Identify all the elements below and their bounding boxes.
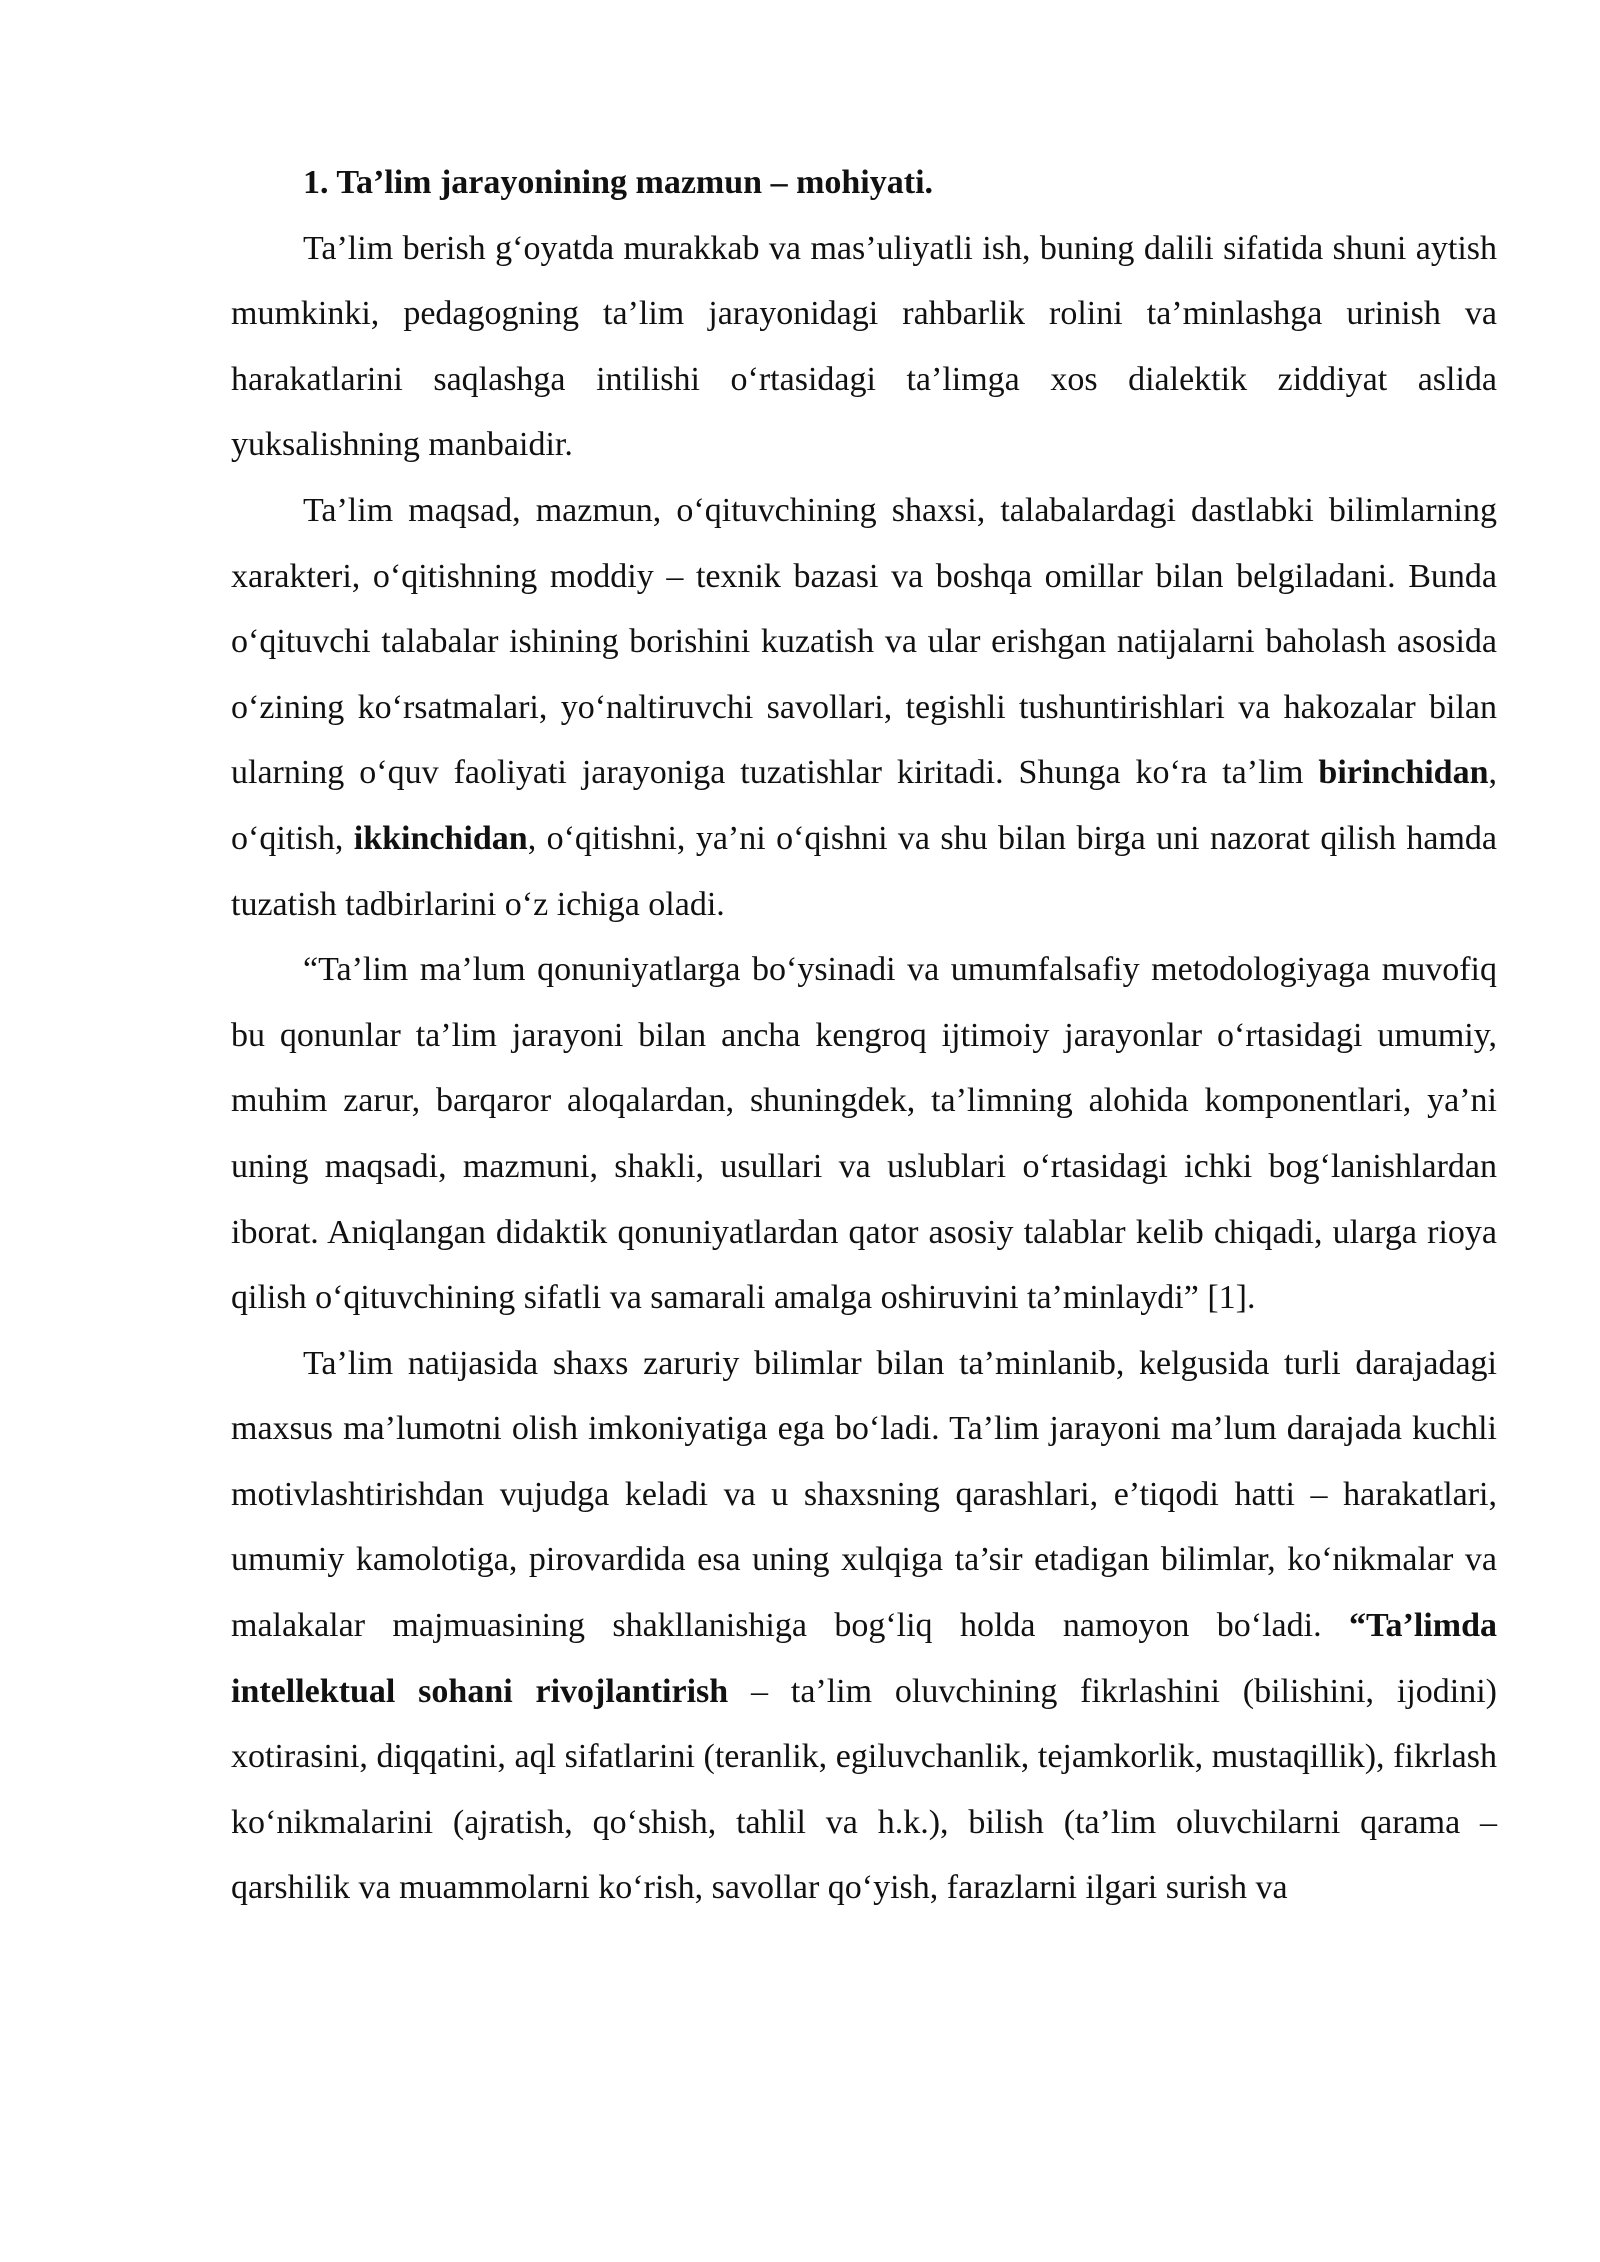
paragraph-2-text-2: , o‘qitish, [231,754,1497,857]
paragraph-2-text-3: , o‘qitishni, ya’ni o‘qishni va shu bilan birga uni nazorat qilish hamda tuzatish tadbirlarini o‘z ichiga oladi. [231,819,1497,923]
paragraph-4-bold-1: “Ta’limda intellektual sohani rivojlantirish [231,1607,1497,1710]
paragraph-2-bold-1: birinchidan [1318,754,1489,792]
section-heading: 1. Ta’lim jarayonining mazmun – mohiyati. [303,164,934,201]
paragraph-4-text-1: Ta’lim natijasida shaxs zaruriy bilimlar bilan ta’minlanib, kelgusida turli darajadagi maxsus ma’lumotni olish imkoniyatiga ega bo‘ladi. Ta’lim jarayoni ma’lum darajada kuchli motivlashtirishdan vujudga keladi va u shaxsning qarashlari, e’tiqodi hatti – harakatlari, umumiy kamolotiga, pirovardida esa uning xulqiga ta’sir etadigan bilimlar, ko‘nikmalar va malakalar majmuasining shakllanishiga bog‘liq holda namoyon bo‘ladi. [231,1344,1497,1645]
paragraph-4-text-2: – ta’lim oluvchining fikrlashini (bilishini, ijodini) xotirasini, diqqatini, aql sifatlarini (teranlik, egiluvchanlik, tejamkorlik, mustaqillik), fikrlash ko‘nikmalarini (ajratish, qo‘shish, tahlil va h.k.), bilish (ta’lim oluvchilarni qarama – qarshilik va muammolarni ko‘rish, savollar qo‘yish, farazlarni ilgari surish va [231,1672,1497,1907]
paragraph-2-bold-2: ikkinchidan [353,819,528,857]
paragraph-4 [231,1331,1497,1921]
paragraph-2-text-1: Ta’lim maqsad, mazmun, o‘qituvchining shaxsi, talabalardagi dastlabki bilimlarning xarakteri, o‘qitishning moddiy – texnik bazasi va boshqa omillar bilan belgiladani. Bunda o‘qituvchi talabalar ishining borishini kuzatish va ular erishgan natijalarni baholash asosida o‘zining ko‘rsatmalari, yo‘naltiruvchi savollari, tegishli tushuntirishlari va hakozalar bilan ularning o‘quv faoliyati jarayoniga tuzatishlar kiritadi. Shunga ko‘ra ta’lim [231,491,1497,792]
paragraph-2 [231,478,1497,937]
paragraph-3: “Ta’lim ma’lum qonuniyatlarga bo‘ysinadi va umumfalsafiy metodologiyaga muvofiq bu qonunlar ta’lim jarayoni bilan ancha kengroq ijtimoiy jarayonlar o‘rtasidagi umumiy, muhim zarur, barqaror aloqalardan, shuningdek, ta’limning alohida komponentlari, ya’ni uning maqsadi, mazmuni, shakli, usullari va uslublari o‘rtasidagi ichki bog‘lanishlardan iborat. Aniqlangan didaktik qonuniyatlardan qator asosiy talablar kelib chiqadi, ularga rioya qilish o‘qituvchining sifatli va samarali amalga oshiruvini ta’minlaydi” [1]. [231,951,1497,1317]
document-page [231,150,1497,1921]
paragraph-1: Ta’lim berish g‘oyatda murakkab va mas’uliyatli ish, buning dalili sifatida shuni aytish mumkinki, pedagogning ta’lim jarayonidagi rahbarlik rolini ta’minlashga urinish va harakatlarini saqlashga intilishi o‘rtasidagi ta’limga xos dialektik ziddiyat aslida yuksalishning manbaidir. [231,229,1497,464]
